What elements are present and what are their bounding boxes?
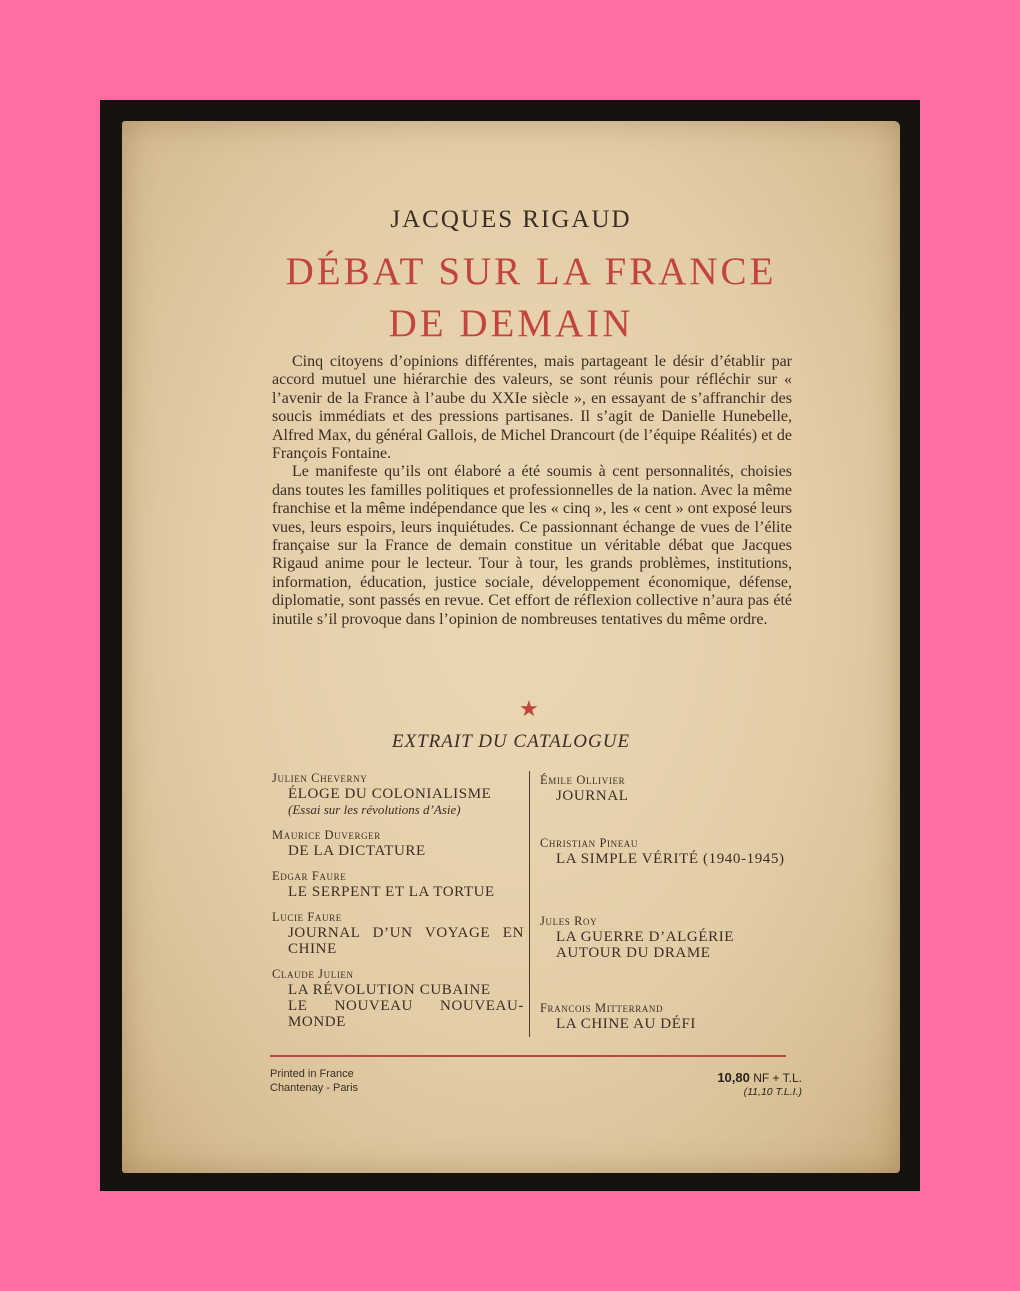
book-author: JACQUES RIGAUD xyxy=(390,206,632,233)
catalogue-author: Émile Ollivier xyxy=(540,773,626,787)
catalogue-work: LE SERPENT ET LA TORTUE xyxy=(288,884,495,900)
price-line xyxy=(717,1071,802,1085)
catalogue-entry xyxy=(540,914,795,961)
catalogue-author: Francois Mitterrand xyxy=(540,1001,664,1015)
catalogue-work: DE LA DICTATURE xyxy=(288,843,426,859)
catalogue-work: JOURNAL xyxy=(556,788,629,804)
price-suffix: NF + T.L. xyxy=(753,1071,802,1085)
price-main: 10,80 xyxy=(717,1070,750,1085)
catalogue-entry xyxy=(272,967,524,1030)
catalogue-entry xyxy=(272,910,524,957)
catalogue-entry xyxy=(540,773,795,804)
catalogue-entry xyxy=(540,836,795,867)
catalogue-work: ÉLOGE DU COLONIALISME xyxy=(288,786,492,802)
price-block xyxy=(717,1071,802,1099)
catalogue-work: LA SIMPLE VÉRITÉ (1940-1945) xyxy=(556,851,785,867)
catalogue-work: JOURNAL D’UN VOYAGE EN CHINE xyxy=(288,925,524,957)
catalogue-work: LE NOUVEAU NOUVEAU-MONDE xyxy=(288,998,524,1030)
book-back-cover xyxy=(122,121,900,1173)
star-ornament: ★ xyxy=(519,696,539,721)
blurb-paragraph-1: Cinq citoyens d’opinions différentes, mais partageant le désir d’établir par accord mutuel une hiérarchie des valeurs, se sont réunis pour réfléchir sur « l’avenir de la France à l’aube du XXIe siècle », en essayant de s’affranchir des soucis immédiats et des pressions partisanes. Il s’agit de Danielle Hunebelle, Alfred Max, du général Gallois, de Michel Drancourt (de l’équipe Réalités) et de François Fontaine. xyxy=(272,353,792,463)
catalogue-work: LA CHINE AU DÉFI xyxy=(556,1016,697,1032)
catalogue-work: LA GUERRE D’ALGÉRIE xyxy=(556,929,735,945)
catalogue-author: Julien Cheverny xyxy=(272,771,368,785)
catalogue-work: AUTOUR DU DRAME xyxy=(556,945,711,961)
catalogue-author: Maurice Duverger xyxy=(272,828,381,842)
catalogue-entry xyxy=(272,869,524,900)
catalogue-heading: EXTRAIT DU CATALOGUE xyxy=(391,731,631,752)
column-divider xyxy=(529,771,530,1037)
catalogue-subtitle: (Essai sur les révolutions d’Asie) xyxy=(288,802,461,817)
catalogue-entry xyxy=(272,828,524,859)
catalogue-entry xyxy=(272,771,524,818)
catalogue-author: Christian Pineau xyxy=(540,836,639,850)
blurb xyxy=(272,353,792,629)
catalogue-author: Jules Roy xyxy=(540,914,598,928)
price-sub: (11,10 T.L.I.) xyxy=(743,1086,802,1098)
printed-in-france: Printed in France xyxy=(270,1068,354,1080)
printer-location: Chantenay - Paris xyxy=(270,1082,359,1094)
footer-rule xyxy=(270,1055,786,1057)
catalogue-author: Edgar Faure xyxy=(272,869,347,883)
book-title-line2: DE DEMAIN xyxy=(388,302,634,345)
catalogue-entry xyxy=(540,1001,795,1032)
catalogue-author: Lucie Faure xyxy=(272,910,342,924)
book-title-line1: DÉBAT SUR LA FRANCE xyxy=(285,250,777,293)
printer-info xyxy=(270,1067,358,1095)
catalogue-work: LA RÉVOLUTION CUBAINE xyxy=(288,982,491,998)
catalogue-author: Claude Julien xyxy=(272,967,354,981)
blurb-paragraph-2: Le manifeste qu’ils ont élaboré a été soumis à cent personnalités, choisies dans toutes les familles politiques et professionnelles de la nation. Avec la même franchise et la même indépendance que les « cinq », les « cent » ont exposé leurs vues, leurs espoirs, leurs inquiétudes. Ce passionnant échange de vues de l’élite française sur la France de demain constitue un véritable débat que Jacques Rigaud anime pour le lecteur. Tour à tour, les grands problèmes, institutions, information, éducation, justice sociale, développement économique, défense, diplomatie, sont passés en revue. Cet effort de réflexion collective n’aura pas été inutile s’il provoque dans l’opinion de nombreuses tentatives du même ordre. xyxy=(272,463,792,628)
